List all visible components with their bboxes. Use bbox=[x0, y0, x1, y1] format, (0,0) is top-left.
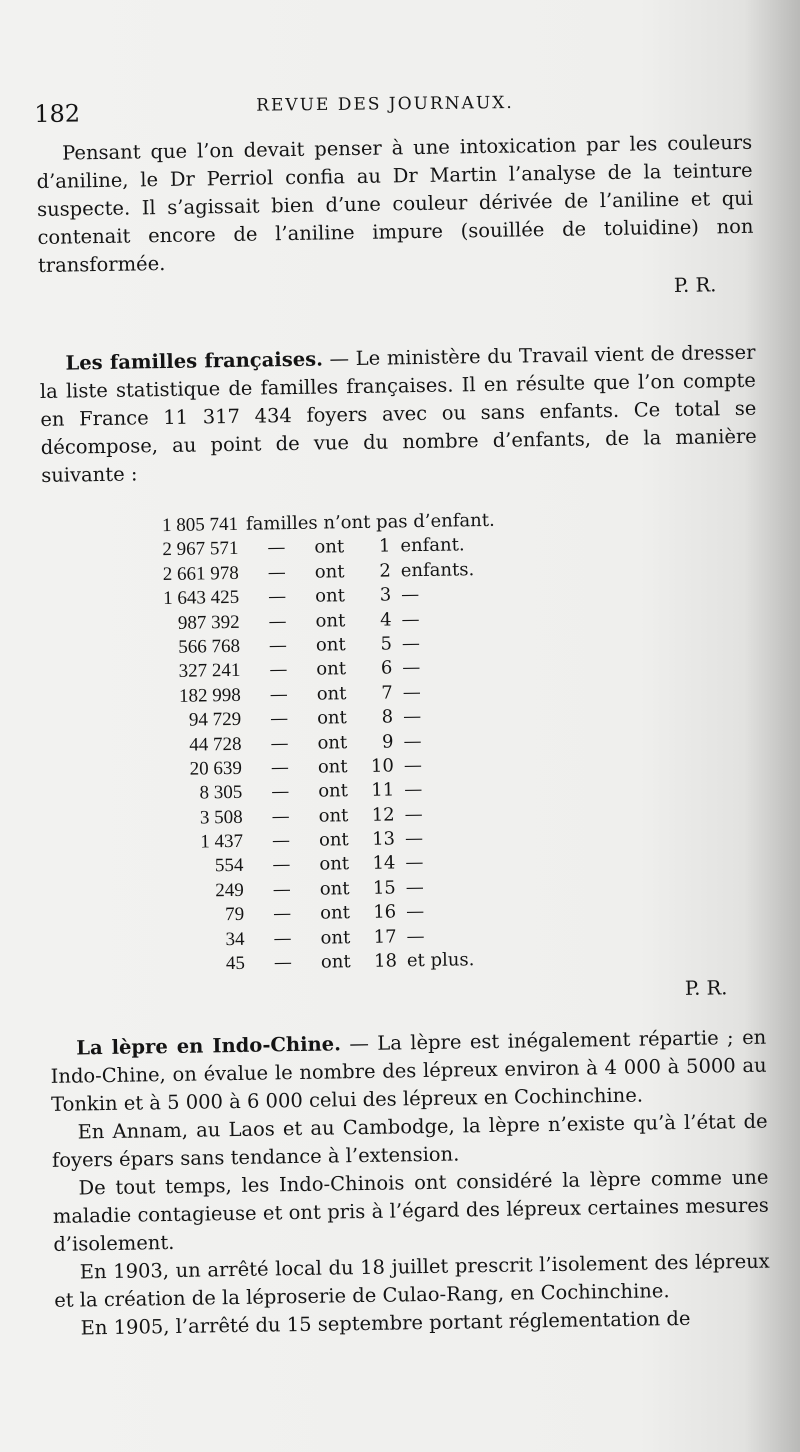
section-familles-intro bbox=[39, 339, 757, 490]
household-count: 566 768 bbox=[178, 635, 241, 658]
children-count: 9 bbox=[381, 730, 394, 753]
verb-ont: ont bbox=[316, 682, 347, 705]
ditto-dash: — bbox=[268, 586, 287, 608]
ditto-dash: — bbox=[273, 952, 293, 974]
verb-ont: ont bbox=[320, 926, 351, 949]
row-suffix: — bbox=[402, 657, 421, 679]
section-lepre-text: — La lèpre est inégalement répartie ; en Indo-Chine, on évalue le nombre des lépreux environ à 4 000 à 5000 au Tonkin et à 5 000 à 6 000 celui des lépreux en Cochinchine. bbox=[50, 1026, 767, 1117]
row-suffix: — bbox=[403, 754, 423, 777]
ditto-dash: — bbox=[267, 537, 286, 559]
row-suffix: — bbox=[403, 730, 422, 752]
ditto-dash: — bbox=[273, 927, 292, 950]
section-familles-text: — Le ministère du Travail vient de dresser la liste statistique de familles françaises. Il en résulte que l’on compte en France 11 317 434 foyers avec ou sans enfants. Ce total se décompose, au point de vue du nombre d’enfants, de la manière suivante : bbox=[39, 340, 757, 487]
ditto-dash: — bbox=[272, 878, 291, 901]
verb-ont: ont bbox=[317, 756, 348, 778]
verb-ont: ont bbox=[320, 902, 351, 924]
household-count: 2 661 978 bbox=[162, 562, 239, 585]
household-count: 2 967 571 bbox=[162, 538, 239, 561]
children-count: 13 bbox=[371, 828, 396, 850]
ditto-dash: — bbox=[270, 757, 290, 779]
children-count: 1 bbox=[378, 535, 391, 558]
household-count: 1 643 425 bbox=[163, 587, 240, 610]
ditto-dash: — bbox=[273, 903, 292, 925]
row-text: familles n’ont pas d’enfant. bbox=[245, 509, 495, 535]
verb-ont: ont bbox=[315, 634, 346, 656]
children-count: 14 bbox=[372, 852, 396, 875]
children-count: 7 bbox=[381, 682, 393, 704]
household-count: 79 bbox=[225, 904, 245, 926]
children-count: 6 bbox=[380, 657, 393, 679]
household-count: 34 bbox=[225, 928, 245, 950]
verb-ont: ont bbox=[315, 585, 346, 607]
row-suffix: — bbox=[401, 584, 420, 606]
household-count: 44 728 bbox=[189, 733, 242, 756]
children-count: 17 bbox=[373, 926, 397, 948]
section-title-familles: Les familles françaises. bbox=[65, 347, 324, 375]
ditto-dash: — bbox=[271, 830, 291, 852]
household-count: 45 bbox=[225, 952, 246, 975]
verb-ont: ont bbox=[314, 536, 345, 559]
household-count: 554 bbox=[214, 855, 244, 877]
household-count: 3 508 bbox=[199, 806, 243, 829]
children-count: 10 bbox=[370, 755, 395, 777]
household-count: 8 305 bbox=[199, 782, 243, 804]
paragraph-1905: En 1905, l’arrêté du 15 septembre portant réglementation de bbox=[80, 1307, 691, 1340]
ditto-dash: — bbox=[269, 659, 288, 681]
household-count: 1 805 741 bbox=[161, 513, 239, 537]
row-suffix: — bbox=[401, 632, 421, 655]
article-body bbox=[36, 129, 771, 1344]
verb-ont: ont bbox=[320, 951, 351, 973]
row-suffix: — bbox=[405, 852, 424, 874]
page-number: 182 bbox=[34, 99, 81, 128]
household-count: 249 bbox=[215, 879, 244, 902]
children-count: 3 bbox=[379, 584, 392, 606]
children-count: 5 bbox=[380, 633, 393, 655]
family-statistics-table bbox=[42, 505, 765, 980]
signature-pr-2: P. R. bbox=[684, 976, 728, 1001]
signature-pr-1: P. R. bbox=[673, 273, 717, 297]
household-count: 182 998 bbox=[178, 684, 241, 707]
verb-ont: ont bbox=[318, 780, 349, 802]
row-suffix: et plus. bbox=[406, 949, 475, 972]
row-suffix: — bbox=[404, 803, 423, 825]
children-count: 11 bbox=[371, 779, 395, 802]
ditto-dash: — bbox=[268, 610, 287, 632]
paragraph-aniline: Pensant que l’on devait penser à une intoxication par les couleurs d’aniline, le Dr Perriol confia au Dr Martin l’analyse de la teinture suspecte. Il s’agissait bien d’une couleur dérivée de l’aniline et qui contenait encore de l’aniline impure (souillée de toluidine) non transformée. bbox=[36, 130, 754, 277]
row-suffix: — bbox=[404, 828, 424, 850]
paragraph-annam: En Annam, au Laos et au Cambodge, la lèpre n’existe qu’à l’état de foyers épars sans tendance à l’extension. bbox=[51, 1110, 768, 1173]
household-count: 987 392 bbox=[177, 611, 240, 634]
row-suffix: — bbox=[401, 608, 420, 630]
row-suffix: enfants. bbox=[400, 558, 475, 582]
household-count: 1 437 bbox=[200, 830, 244, 853]
ditto-dash: — bbox=[269, 708, 289, 730]
row-suffix: enfant. bbox=[400, 534, 465, 557]
children-count: 4 bbox=[379, 609, 392, 631]
ditto-dash: — bbox=[271, 781, 290, 803]
ditto-dash: — bbox=[268, 635, 288, 657]
verb-ont: ont bbox=[317, 731, 348, 754]
ditto-dash: — bbox=[272, 854, 291, 876]
ditto-dash: — bbox=[271, 805, 290, 828]
children-count: 8 bbox=[381, 706, 394, 728]
ditto-dash: — bbox=[269, 683, 288, 706]
page-header bbox=[34, 85, 734, 126]
ditto-dash: — bbox=[270, 732, 289, 754]
running-title: REVUE DES JOURNAUX. bbox=[256, 92, 514, 116]
verb-ont: ont bbox=[318, 804, 349, 827]
household-count: 327 241 bbox=[178, 660, 241, 683]
children-count: 12 bbox=[371, 804, 395, 826]
verb-ont: ont bbox=[319, 878, 350, 900]
row-suffix: — bbox=[405, 876, 424, 899]
household-count: 94 729 bbox=[188, 708, 242, 731]
children-count: 2 bbox=[379, 560, 391, 582]
paragraph-contagion: De tout temps, les Indo-Chinois ont considéré la lèpre comme une maladie contagieuse et ont pris à l’égard des lépreux certaines mesures d’isolement. bbox=[52, 1166, 770, 1257]
children-count: 18 bbox=[373, 950, 398, 972]
section-title-lepre: La lèpre en Indo-Chine. bbox=[76, 1032, 342, 1060]
row-suffix: — bbox=[406, 925, 425, 947]
household-count: 20 639 bbox=[189, 757, 243, 780]
row-suffix: — bbox=[402, 706, 422, 728]
paragraph-1903: En 1903, un arrêté local du 18 juillet prescrit l’isolement des lépreux et la création de la léproserie de Culao-Rang, en Cochinchine. bbox=[54, 1250, 770, 1313]
children-count: 15 bbox=[372, 877, 396, 899]
ditto-dash: — bbox=[267, 561, 286, 584]
verb-ont: ont bbox=[319, 853, 350, 876]
row-suffix: — bbox=[402, 681, 421, 704]
children-count: 16 bbox=[373, 901, 397, 924]
section-lepre-intro bbox=[50, 1024, 767, 1119]
row-suffix: — bbox=[404, 779, 423, 801]
verb-ont: ont bbox=[316, 707, 347, 729]
verb-ont: ont bbox=[318, 829, 349, 851]
verb-ont: ont bbox=[315, 609, 346, 632]
verb-ont: ont bbox=[314, 560, 345, 583]
verb-ont: ont bbox=[316, 658, 347, 681]
row-suffix: — bbox=[406, 901, 425, 923]
